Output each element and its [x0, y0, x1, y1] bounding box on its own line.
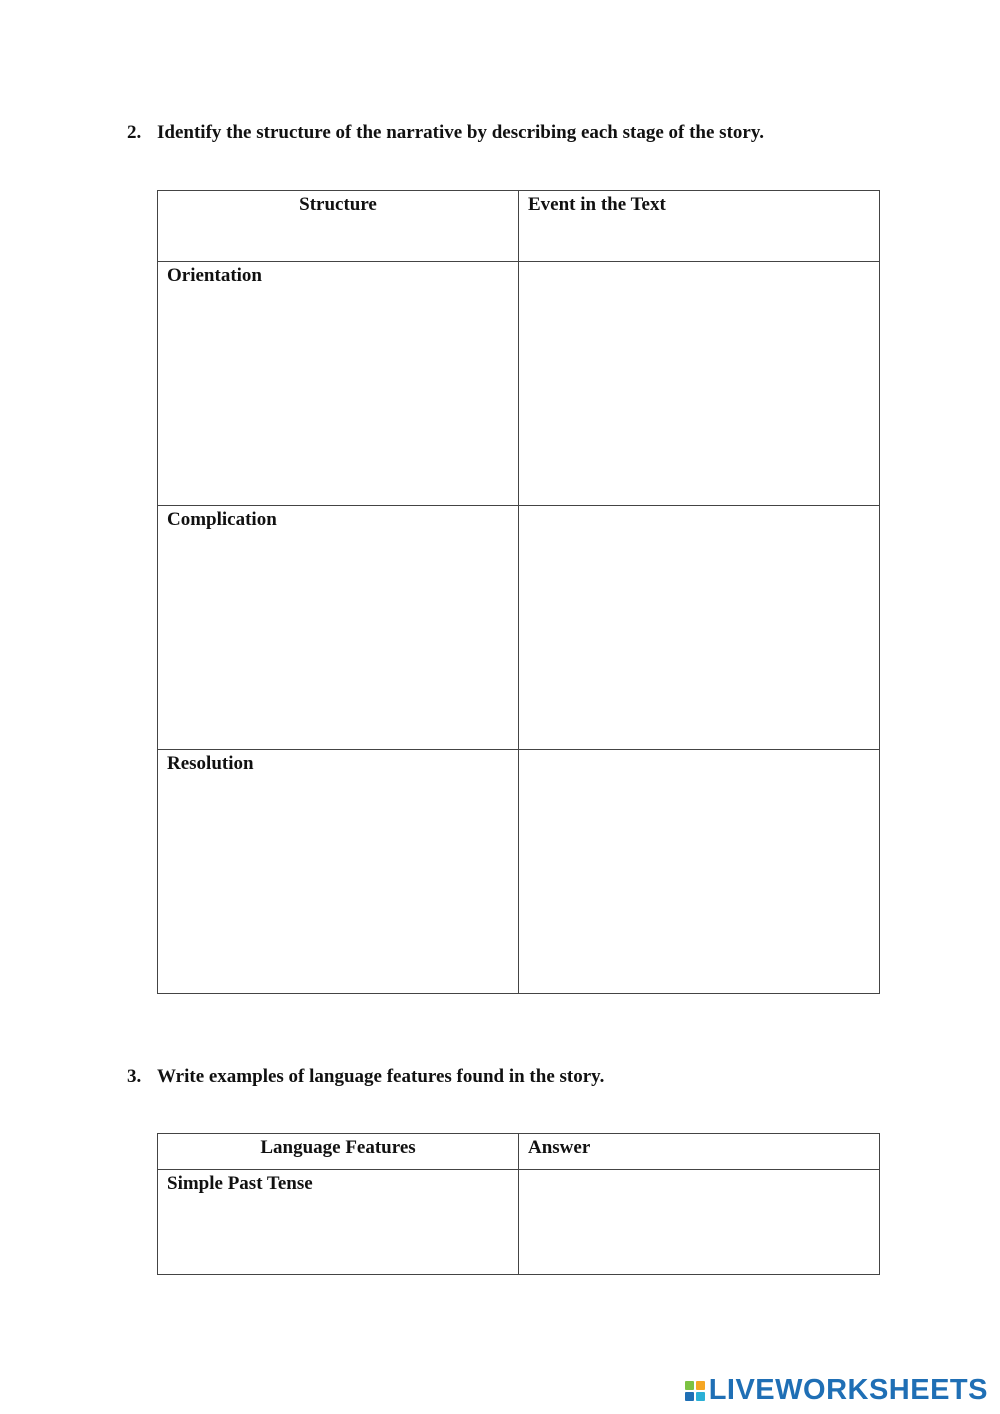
table-header-row: [158, 1134, 880, 1170]
question-2-text: Identify the structure of the narrative by describing each stage of the story.: [157, 122, 765, 143]
question-2-number: 2.: [127, 122, 142, 143]
table-row: [158, 750, 880, 994]
header-structure: Structure: [158, 191, 519, 262]
narrative-structure-table: [157, 190, 880, 994]
question-3-number: 3.: [127, 1066, 142, 1087]
liveworksheets-logo-icon: [685, 1381, 705, 1401]
language-features-table: [157, 1133, 880, 1275]
header-answer: Answer: [519, 1134, 880, 1170]
row-label-orientation: Orientation: [158, 262, 519, 506]
table-row: [158, 262, 880, 506]
answer-cell-orientation[interactable]: [519, 262, 880, 506]
answer-cell-complication[interactable]: [519, 506, 880, 750]
table-header-row: [158, 191, 880, 262]
header-event-in-text: Event in the Text: [519, 191, 880, 262]
table-row: [158, 506, 880, 750]
question-2: [127, 122, 764, 144]
liveworksheets-logo: [685, 1374, 988, 1407]
liveworksheets-logo-text: LIVEWORKSHEETS: [708, 1374, 988, 1406]
question-3-text: Write examples of language features found in the story.: [157, 1066, 605, 1087]
row-label-resolution: Resolution: [158, 750, 519, 994]
logo-square: [685, 1392, 694, 1401]
row-label-complication: Complication: [158, 506, 519, 750]
answer-cell-simple-past-tense[interactable]: [519, 1170, 880, 1275]
table-row: [158, 1170, 880, 1275]
header-language-features: Language Features: [158, 1134, 519, 1170]
row-label-simple-past-tense: Simple Past Tense: [158, 1170, 519, 1275]
logo-square: [696, 1392, 705, 1401]
logo-square: [696, 1381, 705, 1390]
question-3: [127, 1066, 604, 1088]
logo-square: [685, 1381, 694, 1390]
answer-cell-resolution[interactable]: [519, 750, 880, 994]
